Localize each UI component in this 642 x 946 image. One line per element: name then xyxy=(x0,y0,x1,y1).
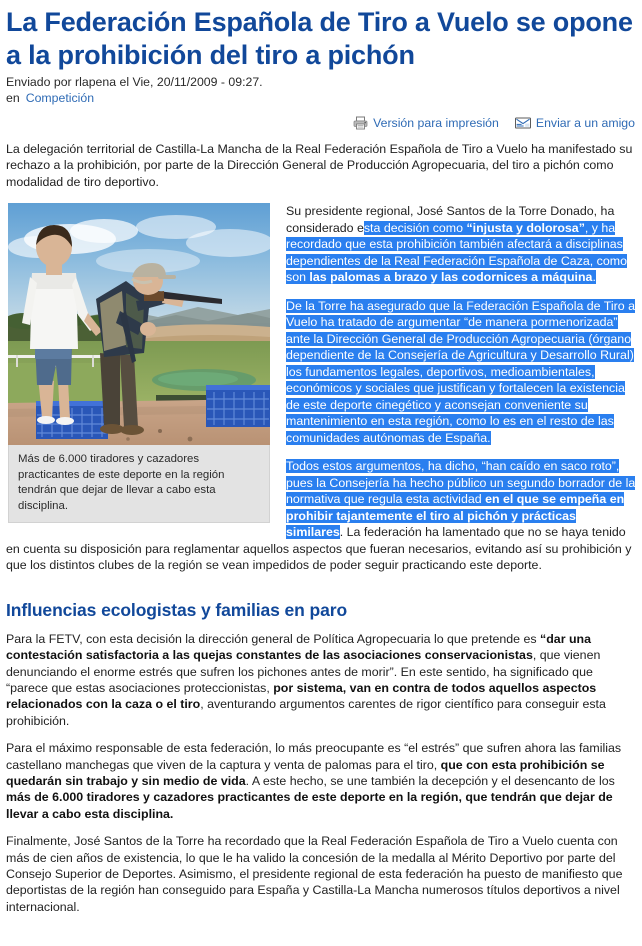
print-version-label: Versión para impresión xyxy=(373,116,499,130)
terms-prefix: en xyxy=(6,91,20,105)
section-paragraph-3: Finalmente, José Santos de la Torre ha recordado que la Real Federación Española de Tiro a Vuelo cuenta con más de cien años de existencia, lo que le ha valido la concesión de la medalla al Mérito Deportivo por parte del Consejo Superior de Deportes. Asimismo, el presidente regional de esta federación ha puesto de manifiesto que deportistas de la región han conseguido para España y Castilla-La Mancha numerosos títulos deportivos a nivel internacional. xyxy=(6,834,623,914)
p1-sel-d: . xyxy=(592,270,596,285)
s1-bold-1: “dar una contestación satisfactoria a las quejas constantes de las asociaciones conservacionistas xyxy=(6,631,591,663)
p1-sel-c: , y ha recordado que esta prohibición también afectará a disciplinas dependientes de la Real Federación Española de Caza, como son xyxy=(286,220,627,285)
article-figure xyxy=(8,203,270,523)
section-heading: Influencias ecologistas y familias en paro xyxy=(6,599,348,620)
s2-c: . A este hecho, se une también la decepción y el desencanto de los xyxy=(245,773,615,788)
intro-paragraph: La delegación territorial de Castilla-La Mancha de la Real Federación Española de Tiro a Vuelo ha manifestado su rechazo a la prohibición, por parte de la Dirección General de Producción Agropecuaria, del tiro a pichón como modalidad de tiro deportivo. xyxy=(6,142,633,189)
send-to-friend-label: Enviar a un amigo xyxy=(535,116,635,130)
section-paragraph-1 xyxy=(6,631,636,729)
submitted-byline: Enviado por rlapena el Vie, 20/11/2009 - 09:27. xyxy=(6,75,263,89)
page-title: La Federación Española de Tiro a Vuelo se opone a la prohibición del tiro a pichón xyxy=(6,7,633,70)
taxonomy-terms xyxy=(6,90,636,107)
p1-sel-a: sta decisión como xyxy=(363,220,467,235)
p3-tail: . La federación ha lamentado que no se haya tenido en cuenta su disposición para reglamentar aquellos aspectos que fueran necesarios, evitando así su prohibición y que los distintos clubes de la región se vean impedidos de poder seguir practicando este deporte. xyxy=(6,525,632,573)
s1-c: , que vienen denunciando el enorme estrés que sufren los pichones antes de morir”. En este sentido, ha significado que “parece que estas asociaciones proteccionistas, xyxy=(6,648,601,695)
s2-a: Para el máximo responsable de esta federación, lo más preocupante es “el estrés” que sufren ahora las familias castellano manchegas que viven de la captura y venta de palomas para el tiro, xyxy=(6,741,622,772)
p1-sel-bold-1: “injusta y dolorosa” xyxy=(466,220,585,235)
section-paragraph-2 xyxy=(6,740,636,822)
s1-d: , aventurando argumentos carentes de rigor científico para conseguir esta prohibición. xyxy=(6,697,606,728)
article-body xyxy=(6,203,636,585)
figure-caption: Más de 6.000 tiradores y cazadores practicantes de este deporte en la región tendrán que dejar de llevar a cabo esta disciplina. xyxy=(8,445,270,523)
node-links xyxy=(6,114,636,132)
s2-bold-2: más de 6.000 tiradores y cazadores practicantes de este deporte en la región, que tendrán que dejar de llevar a cabo esta disciplina. xyxy=(6,790,613,821)
p3-sel-bold: en el que se empeña en prohibir tajantemente el tiro al pichón y prácticas similares xyxy=(286,492,625,540)
s1-bold-2: por sistema, van en contra de todos aquellos aspectos relacionados con la caza o el tiro xyxy=(6,680,597,712)
s1-a: Para la FETV, con esta decisión la dirección general de Política Agropecuaria lo que pretende es xyxy=(6,631,541,646)
print-version-link[interactable] xyxy=(353,116,499,130)
s2-bold-1: que con esta prohibición se quedarán sin trabajo y sin medio de vida xyxy=(6,757,605,788)
send-to-friend-link[interactable] xyxy=(515,116,635,130)
term-link-competicion[interactable]: Competición xyxy=(25,91,95,105)
printer-icon xyxy=(353,116,368,130)
p1-sel-bold-2: las palomas a brazo y las codornices a máquina xyxy=(309,270,593,285)
article-photo xyxy=(8,203,270,445)
p2-selection: De la Torre ha asegurado que la Federación Española de Tiro a Vuelo ha tratado de argumentar “de manera pormenorizada” ante la Dirección General de Producción Agropecuaria (órgano dependiente de la Consejería de Agricultura y Desarrollo Rural) los fundamentos legales, deportivos, medioambientales, económicos y sociales que justifican y fortalecen la existencia de este deporte cinegético y aconsejan conveniente su mantenimiento en esta región, como lo es en el resto de las comunidades autónomas de España. xyxy=(286,298,635,445)
p3-sel-a: Todos estos argumentos, ha dicho, “han caído en saco roto”, pues la Consejería ha hecho público un segundo borrador de la normativa que regula esta actividad xyxy=(286,459,636,507)
p1-plain: Su presidente regional, José Santos de la Torre Donado, ha considerado e xyxy=(286,204,615,235)
envelope-icon xyxy=(515,117,531,129)
